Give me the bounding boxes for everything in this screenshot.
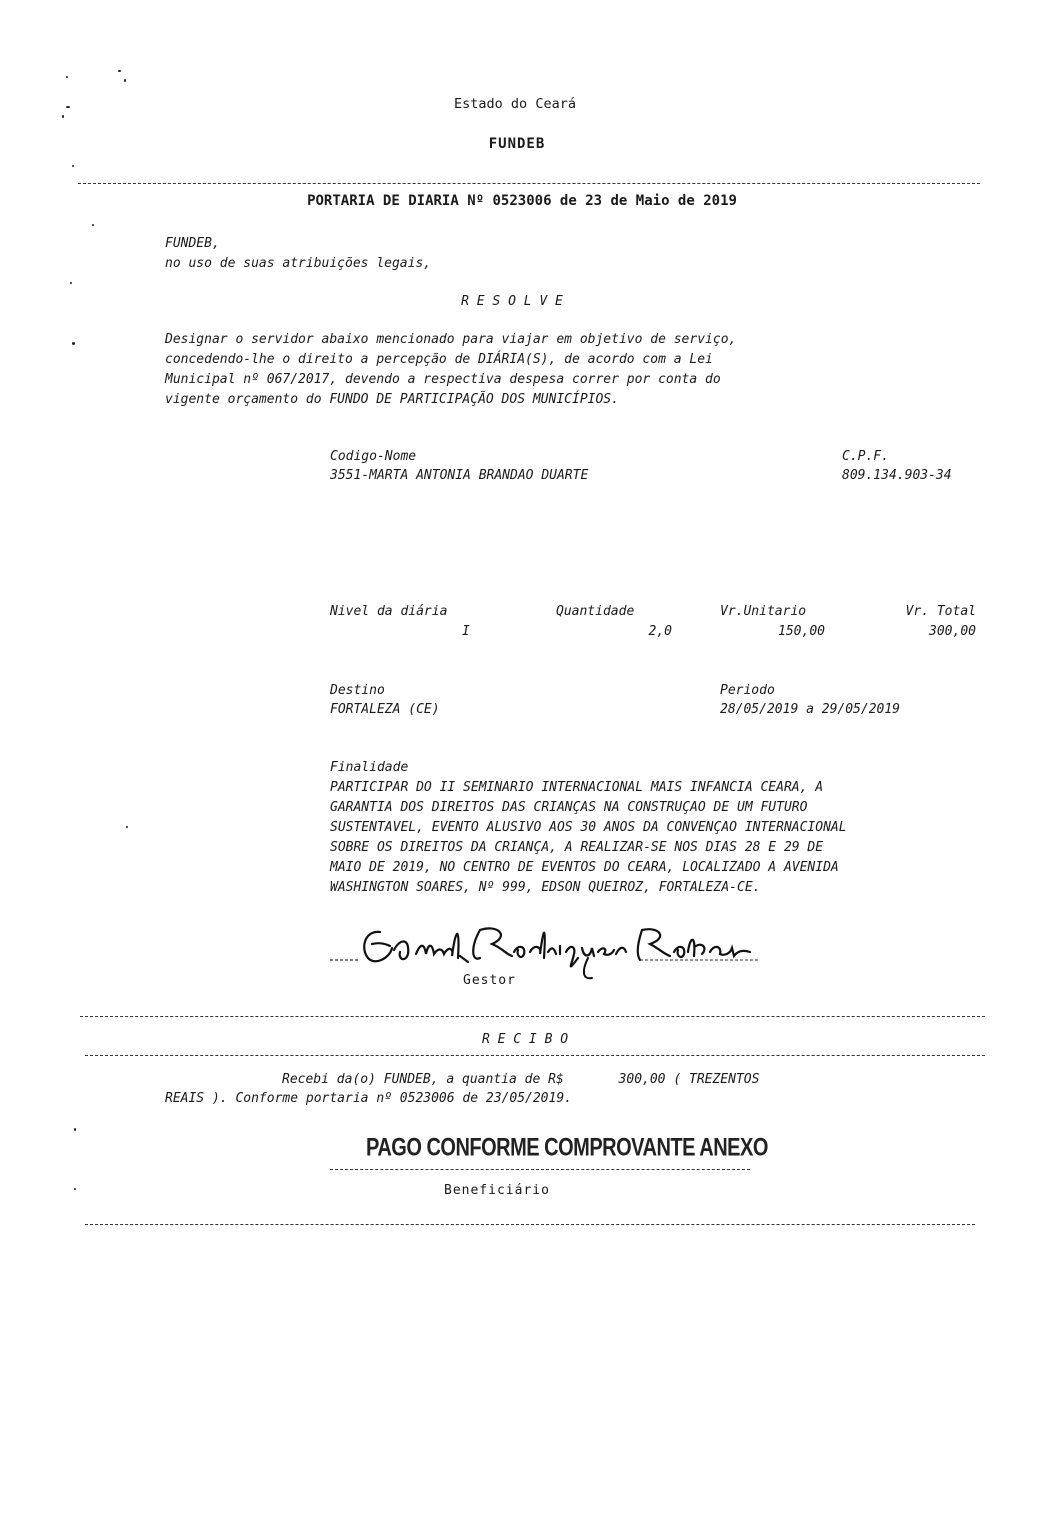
gestor-label: Gestor — [463, 973, 516, 988]
gestor-signature — [320, 918, 780, 988]
divider — [78, 183, 980, 184]
vr-total-value: 300,00 — [929, 624, 976, 639]
periodo-value: 28/05/2019 a 29/05/2019 — [720, 702, 901, 717]
beneficiario-label: Beneficiário — [444, 1183, 550, 1198]
body-line-3: Municipal nº 067/2017, devendo a respectiva despesa correr por conta do — [165, 372, 721, 387]
finalidade-line-1: PARTICIPAR DO II SEMINARIO INTERNACIONAL MAIS INFANCIA CEARA, A — [330, 780, 824, 795]
org-name: FUNDEB — [488, 136, 546, 152]
finalidade-line-5: MAIO DE 2019, NO CENTRO DE EVENTOS DO CEARA, LOCALIZADO A AVENIDA — [330, 860, 839, 875]
divider — [85, 1055, 985, 1056]
scan-speck — [66, 76, 68, 78]
body-line-2: concedendo-lhe o direito a percepção de DIÁRIA(S), de acordo com a Lei — [165, 352, 713, 367]
finalidade-line-4: SOBRE OS DIREITOS DA CRIANÇA, A REALIZAR-SE NOS DIAS 28 E 29 DE — [330, 840, 824, 855]
scan-speck — [74, 1128, 76, 1131]
finalidade-line-2: GARANTIA DOS DIREITOS DAS CRIANÇAS NA CONSTRUÇAO DE UM FUTURO — [330, 800, 808, 815]
state-name: Estado do Ceará — [454, 96, 576, 112]
document-title: PORTARIA DE DIARIA Nº 0523006 de 23 de Maio de 2019 — [307, 193, 737, 209]
divider — [80, 1016, 985, 1017]
scan-speck — [72, 165, 74, 167]
payment-stamp: PAGO CONFORME COMPROVANTE ANEXO — [366, 1134, 768, 1162]
scan-speck — [72, 342, 75, 345]
scan-speck — [62, 115, 64, 118]
recibo-heading: R E C I B O — [481, 1032, 569, 1047]
body-line-4: vigente orçamento do FUNDO DE PARTICIPAÇÃO DOS MUNICÍPIOS. — [165, 392, 619, 407]
resolve-heading: R E S O L V E — [461, 294, 563, 309]
beneficiario-signature-line — [330, 1169, 750, 1170]
scan-speck — [66, 106, 70, 108]
scan-speck — [92, 224, 94, 226]
finalidade-line-3: SUSTENTAVEL, EVENTO ALUSIVO AOS 30 ANOS DA CONVENÇAO INTERNACIONAL — [330, 820, 847, 835]
vr-unitario-value: 150,00 — [778, 624, 825, 639]
label-destino: Destino — [330, 683, 385, 698]
label-vr-total: Vr. Total — [905, 604, 976, 619]
intro-line-1: FUNDEB, — [165, 236, 220, 251]
label-cpf: C.P.F. — [842, 449, 889, 464]
body-line-1: Designar o servidor abaixo mencionado para viajar em objetivo de serviço, — [165, 332, 737, 347]
label-vr-unitario: Vr.Unitario — [720, 604, 807, 619]
intro-line-2: no uso de suas atribuições legais, — [165, 256, 432, 271]
label-finalidade: Finalidade — [330, 760, 409, 775]
label-codigo-nome: Codigo-Nome — [330, 449, 417, 464]
scan-speck — [126, 826, 128, 828]
label-quantidade: Quantidade — [556, 604, 635, 619]
servidor-nome: 3551-MARTA ANTONIA BRANDAO DUARTE — [330, 468, 589, 483]
recibo-line-2: REAIS ). Conforme portaria nº 0523006 de 23/05/2019. — [165, 1091, 572, 1106]
scan-speck — [124, 79, 126, 82]
quantidade-value: 2,0 — [648, 624, 672, 639]
finalidade-line-6: WASHINGTON SOARES, Nº 999, EDSON QUEIROZ, FORTALEZA-CE. — [330, 880, 761, 895]
recibo-line-1: Recebi da(o) FUNDEB, a quantia de R$ 300,00 ( TREZENTOS — [282, 1072, 760, 1087]
label-nivel: Nivel da diária — [330, 604, 448, 619]
divider — [85, 1224, 975, 1225]
destino-value: FORTALEZA (CE) — [330, 702, 440, 717]
scan-speck — [74, 1188, 76, 1190]
label-periodo: Periodo — [720, 683, 775, 698]
scan-speck — [70, 282, 72, 284]
scan-speck — [118, 70, 121, 72]
servidor-cpf: 809.134.903-34 — [842, 468, 952, 483]
nivel-value: I — [462, 624, 470, 639]
